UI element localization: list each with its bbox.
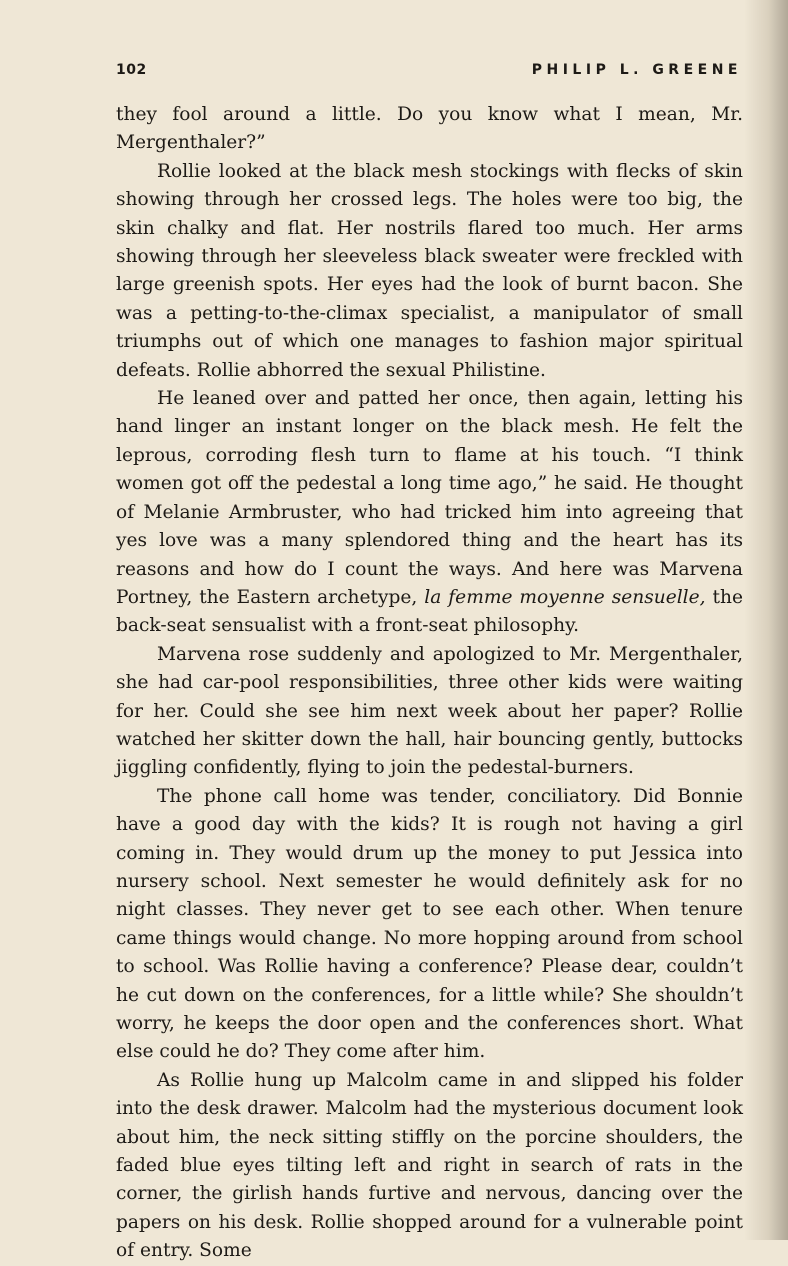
page-header <box>116 58 742 82</box>
paragraph-3-after: the back-seat sensualist with a front-seat philosophy. <box>116 586 743 637</box>
paragraph-3 <box>116 385 743 641</box>
body-text <box>116 101 743 1266</box>
paragraph-1: they fool around a little. Do you know what I mean, Mr. Mergenthaler?” <box>116 104 743 154</box>
paragraph-2: Rollie looked at the black mesh stockings with flecks of skin showing through her crossed legs. The holes were too big, the skin chalky and flat. Her nostrils flared too much. Her arms showing through her sleeveless black sweater were freckled with large greenish spots. Her eyes had the look of burnt bacon. She was a petting-to-the-climax specialist, a manipulator of small triumphs out of which one manages to fashion major spiritual defeats. Rollie abhorred the sexual Philistine. <box>116 160 743 381</box>
running-head: PHILIP L. GREENE <box>531 62 742 78</box>
italic-phrase: la femme moyenne sensuelle, <box>424 586 706 608</box>
page-edge-shadow <box>744 0 788 1240</box>
paragraph-3-text: He leaned over and patted her once, then again, letting his hand linger an instant longer on the black mesh. He felt the leprous, corroding flesh turn to flame at his touch. “I think women got off the pedestal a long time ago,” he said. He thought of Melanie Armbruster, who had tricked him into agreeing that yes love was a many splendored thing and the heart has its reasons and how do I count the ways. And here was Marvena Portney, the Eastern archetype, <box>116 388 743 608</box>
paragraph-6: As Rollie hung up Malcolm came in and slipped his folder into the desk drawer. Malcolm had the mysterious document look about him, the neck sitting stiffly on the porcine shoulders, the faded blue eyes tilting left and right in search of rats in the corner, the girlish hands furtive and nervous, dancing over the papers on his desk. Rollie shopped around for a vulnerable point of entry. Some <box>116 1069 743 1262</box>
paragraph-5: The phone call home was tender, conciliatory. Did Bonnie have a good day with the kids? It is rough not having a girl coming in. They would drum up the money to put Jessica into nursery school. Next semester he would definitely ask for no night classes. They never get to see each other. When tenure came things would change. No more hopping around from school to school. Was Rollie having a conference? Please dear, couldn’t he cut down on the conferences, for a little while? She shouldn’t worry, he keeps the door open and the conferences short. What else could he do? They come after him. <box>116 785 743 1063</box>
paragraph-4: Marvena rose suddenly and apologized to Mr. Mergenthaler, she had car-pool responsibilities, three other kids were waiting for her. Could she see him next week about her paper? Rollie watched her skitter down the hall, hair bouncing gently, buttocks jiggling confidently, flying to join the pedestal-burners. <box>116 643 743 779</box>
page-number: 102 <box>116 62 147 78</box>
